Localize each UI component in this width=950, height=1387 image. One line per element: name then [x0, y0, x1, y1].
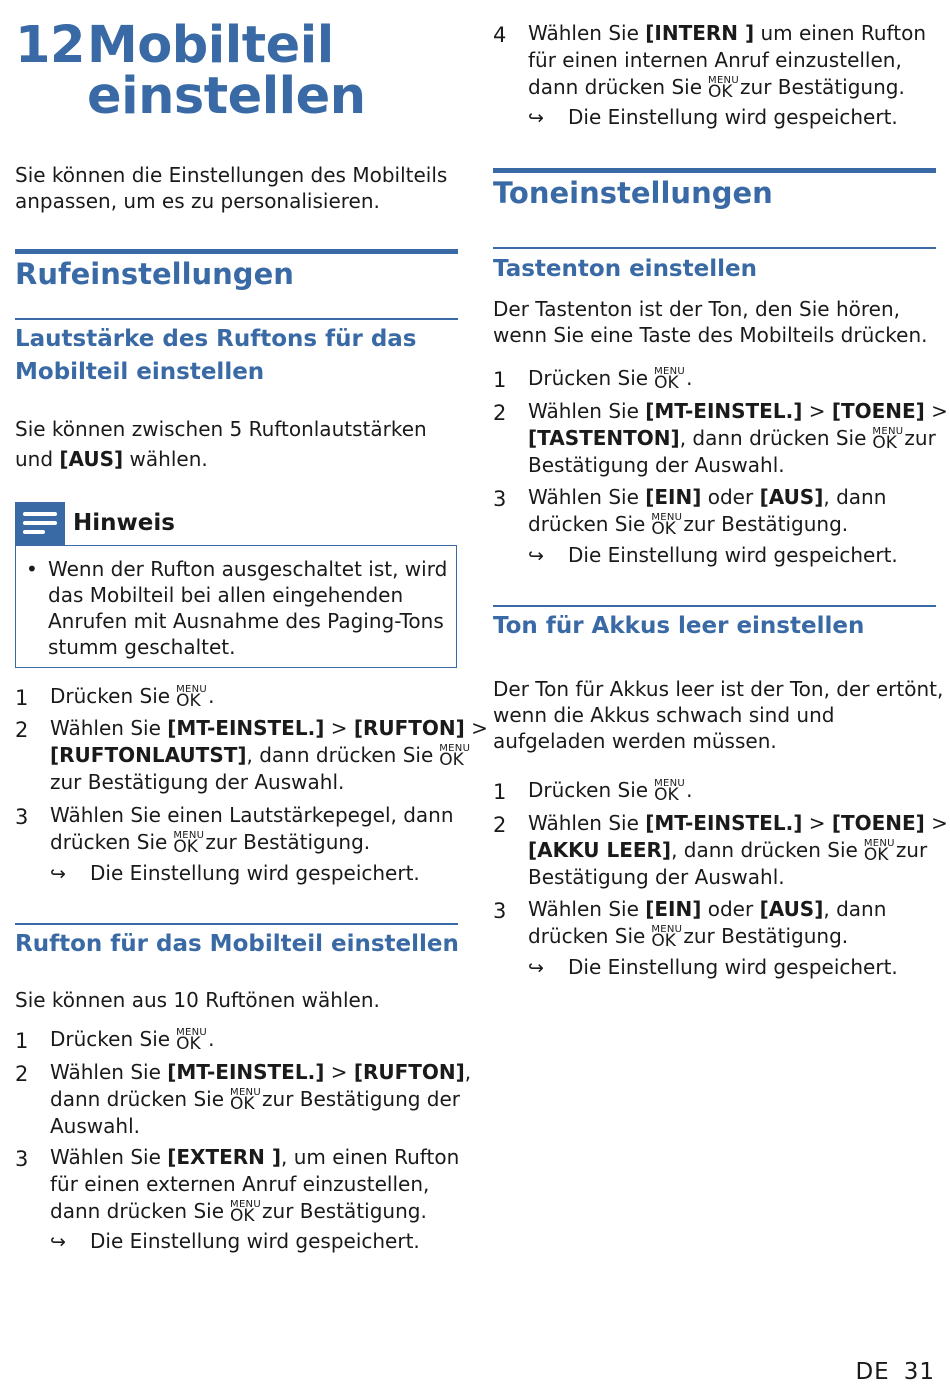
result-arrow-icon: ↪ — [50, 863, 66, 885]
lautstaerke-description: Sie können zwischen 5 Ruftonlautstärken und [AUS] wählen. — [15, 417, 427, 471]
menu-ok-key-icon: MENU OK — [863, 838, 895, 865]
note-box: • Wenn der Rufton ausgeschaltet ist, wird das Mobilteil bei allen eingehenden Anrufen mit Ausnahme des Paging-Tons stumm geschaltet. — [15, 545, 457, 668]
step-result: ↪ Die Einstellung wird gespeichert. — [50, 861, 420, 885]
step-result: ↪ Die Einstellung wird gespeichert. — [528, 543, 898, 567]
bullet: • — [26, 557, 38, 581]
rufton-description: Sie können aus 10 Ruftönen wählen. — [15, 988, 380, 1012]
subsection-heading-lautstaerke: Lautstärke des Ruftons für das Mobilteil einstellen — [15, 326, 417, 385]
menu-ok-key-icon: MENU OK — [230, 1199, 261, 1226]
menu-ok-key-icon: MENU OK — [651, 924, 683, 951]
step-result: ↪ Die Einstellung wird gespeichert. — [528, 105, 898, 129]
menu-ok-key-icon: MENU OK — [176, 1027, 208, 1054]
page-footer — [841, 1359, 935, 1385]
menu-ok-key-icon: MENU OK — [176, 684, 208, 711]
menu-ok-key-icon: MENU OK — [173, 830, 205, 857]
result-arrow-icon: ↪ — [528, 545, 544, 567]
subsection-rule — [493, 247, 936, 249]
menu-ok-key-icon: MENU OK — [872, 426, 904, 453]
note-header — [15, 502, 458, 546]
menu-ok-key-icon: MENU OK — [439, 743, 471, 770]
akku-description: Der Ton für Akkus leer ist der Ton, der ertönt, wenn die Akkus schwach sind und aufgeladen werden müssen. — [493, 677, 944, 753]
footer-language: DE — [855, 1359, 890, 1385]
note-title: Hinweis — [73, 510, 175, 536]
section-heading-rufeinstellungen: Rufeinstellungen — [15, 257, 294, 291]
step-result: ↪ Die Einstellung wird gespeichert. — [528, 955, 898, 979]
section-heading-toneinstellungen: Toneinstellungen — [493, 176, 773, 210]
chapter-title — [15, 16, 366, 126]
subsection-rule — [493, 605, 936, 607]
section-rule — [493, 168, 936, 173]
section-rule — [15, 249, 458, 254]
step-result: ↪ Die Einstellung wird gespeichert. — [50, 1229, 420, 1253]
subsection-heading-tastenton: Tastenton einstellen — [493, 256, 757, 282]
chapter-title-line2: einstellen — [87, 67, 366, 126]
result-arrow-icon: ↪ — [528, 107, 544, 129]
menu-ok-key-icon: MENU OK — [708, 75, 739, 102]
subsection-heading-akku: Ton für Akkus leer einstellen — [493, 613, 865, 639]
subsection-rule — [15, 923, 458, 925]
page-number: 31 — [903, 1359, 935, 1385]
menu-ok-key-icon: MENU OK — [654, 778, 686, 805]
menu-ok-key-icon: MENU OK — [230, 1087, 261, 1114]
intro-text: Sie können die Einstellungen des Mobilteils anpassen, um es zu personalisieren. — [15, 163, 448, 213]
result-arrow-icon: ↪ — [50, 1231, 66, 1253]
subsection-heading-rufton: Rufton für das Mobilteil einstellen — [15, 931, 459, 957]
tastenton-description: Der Tastenton ist der Ton, den Sie hören, wenn Sie eine Taste des Mobilteils drücken. — [493, 297, 928, 347]
menu-ok-key-icon: MENU OK — [654, 366, 686, 393]
result-arrow-icon: ↪ — [528, 957, 544, 979]
menu-ok-key-icon: MENU OK — [651, 512, 683, 539]
note-icon — [15, 502, 65, 546]
chapter-number: 12 — [15, 16, 85, 75]
subsection-rule — [15, 318, 458, 320]
chapter-title-line1: Mobilteil — [87, 16, 334, 75]
